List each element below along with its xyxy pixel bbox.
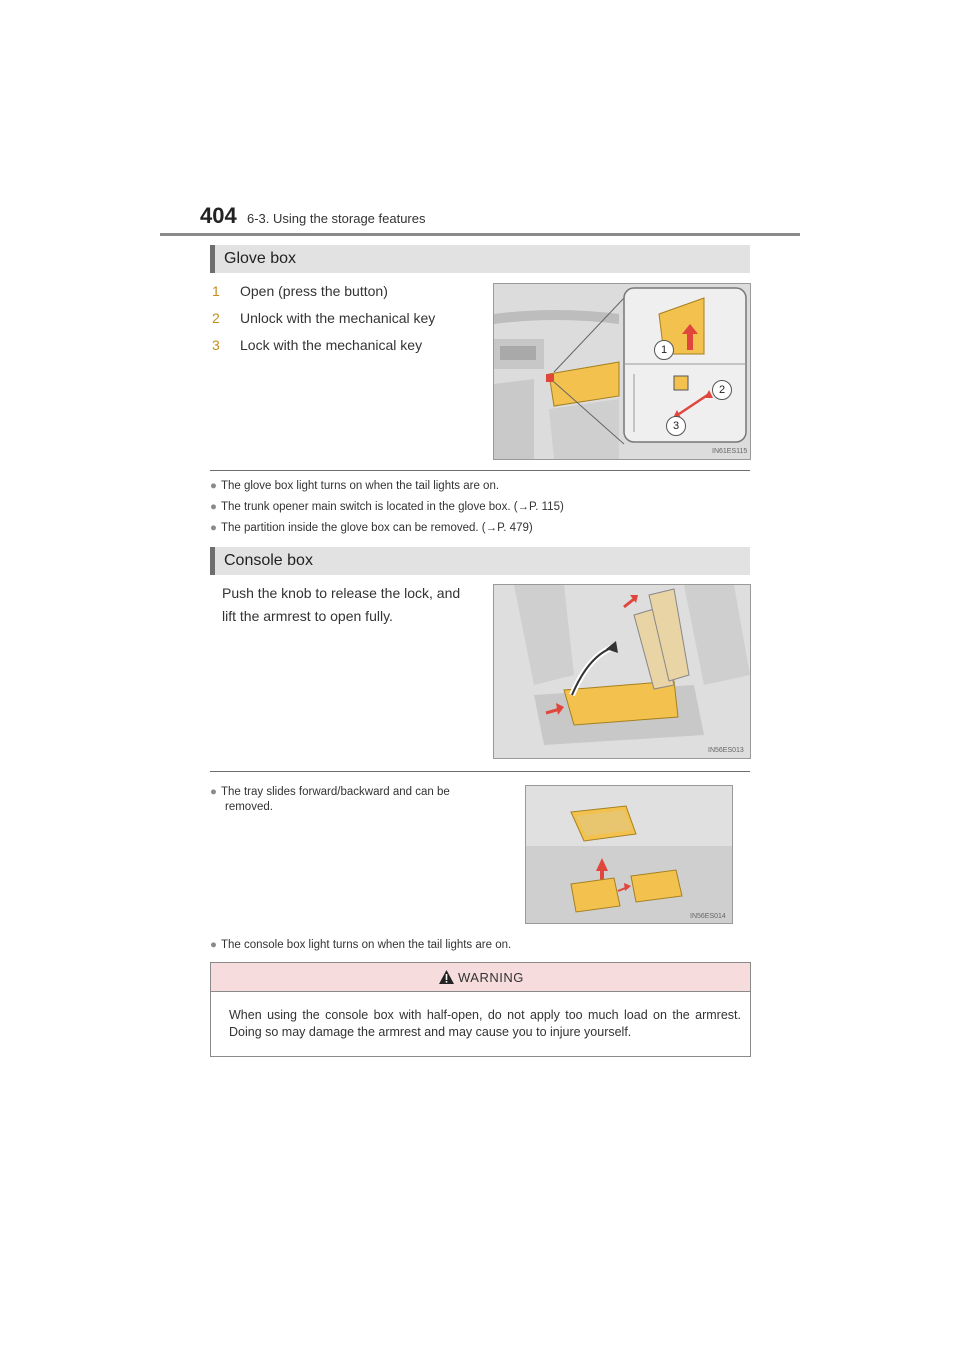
glove-notes-rule: [210, 470, 750, 471]
section-title: 6-3. Using the storage features: [247, 211, 426, 226]
bullet-icon: ●: [210, 522, 217, 534]
bullet-icon: ●: [210, 939, 217, 951]
glove-box-heading: [210, 245, 750, 273]
glove-note-1: ● The glove box light turns on when the tail lights are on.: [210, 480, 500, 492]
console-box-illustration: [494, 585, 750, 758]
console-instruction: Push the knob to release the lock, and lift the armrest to open fully.: [222, 585, 461, 624]
step-number: 3: [212, 337, 220, 353]
callout-1: 1: [654, 340, 674, 360]
console-box-heading: [210, 547, 750, 575]
warning-triangle-icon: [439, 970, 454, 984]
console-box-title: Console box: [224, 552, 313, 569]
step-number: 2: [212, 310, 220, 326]
page-number: 404: [200, 203, 237, 228]
header-rule: [160, 233, 800, 236]
bullet-icon: ●: [210, 501, 217, 513]
console-light-note: ● The console box light turns on when the tail lights are on.: [210, 939, 512, 951]
step-number: 1: [212, 283, 220, 299]
tray-figure: [525, 785, 733, 924]
callout-3: 3: [666, 416, 686, 436]
figure-code: IN61ES115: [712, 448, 748, 455]
warning-text: When using the console box with half-open, do not apply too much load on the armrest. Doing so may damage the armrest and may cause you to injure yourself.: [229, 1008, 741, 1039]
figure-code: IN56ES013: [708, 747, 744, 754]
glove-box-illustration: [494, 284, 750, 459]
glove-note-2: ● The trunk opener main switch is located in the glove box. (→P. 115): [210, 501, 564, 513]
step-text: Lock with the mechanical key: [240, 337, 423, 353]
bullet-icon: ●: [210, 786, 217, 798]
console-notes-rule: [210, 771, 750, 772]
warning-box: [210, 962, 751, 1057]
console-box-figure: [493, 584, 751, 759]
callout-2: 2: [712, 380, 732, 400]
glove-box-title: Glove box: [224, 250, 297, 267]
step-text: Unlock with the mechanical key: [240, 310, 436, 326]
glove-box-figure: [493, 283, 751, 460]
tray-illustration: [526, 786, 732, 923]
step-text: Open (press the button): [240, 283, 388, 299]
glove-note-3: ● The partition inside the glove box can be removed. (→P. 479): [210, 522, 533, 534]
glove-step-3: [212, 337, 422, 353]
glove-step-2: [212, 310, 435, 326]
figure-code: IN56ES014: [690, 913, 726, 920]
bullet-icon: ●: [210, 480, 217, 492]
warning-header: [211, 963, 750, 992]
glove-step-1: [212, 283, 388, 299]
tray-note: ● The tray slides forward/backward and can be removed.: [210, 786, 450, 813]
warning-title: WARNING: [458, 970, 524, 985]
